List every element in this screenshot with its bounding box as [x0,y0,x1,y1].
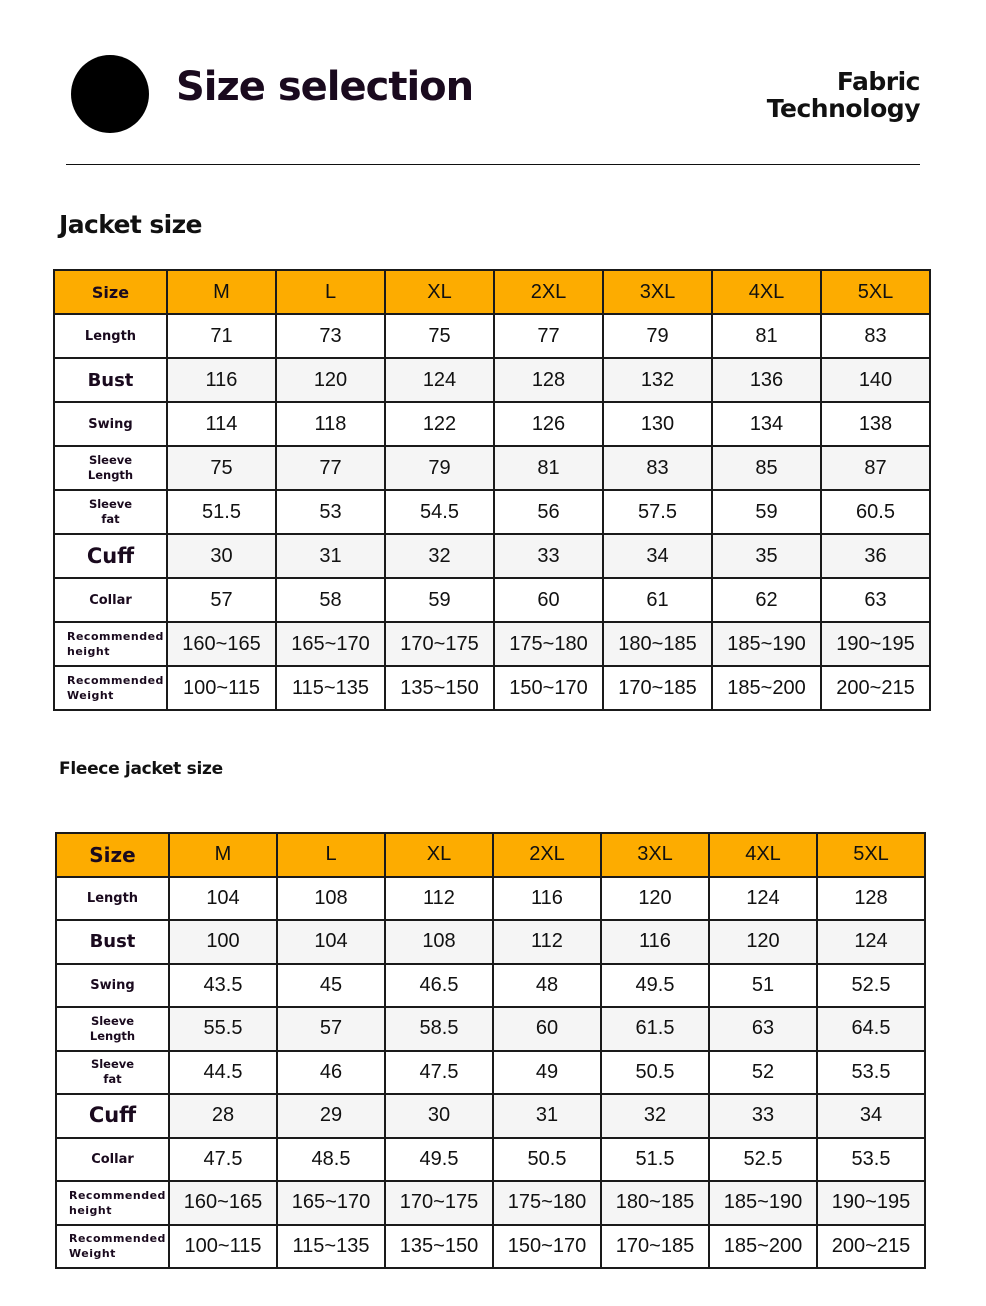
table-row [54,622,930,666]
row-label-line-2: height [69,1203,113,1217]
table-cell: 150~170 [494,666,603,710]
size-column-header: Size [54,270,167,314]
size-header-5xl: 5XL [817,833,925,877]
table-cell: 165~170 [276,622,385,666]
table-row [54,490,930,534]
row-label-line-2: height [67,645,111,658]
table-cell: 185~200 [709,1225,817,1269]
fleece-jacket-size-table [55,832,926,1269]
table-cell: 112 [385,877,493,921]
table-cell: 47.5 [169,1138,277,1182]
table-cell: 48.5 [277,1138,385,1182]
table-row [54,534,930,578]
table-row [56,877,925,921]
table-cell: 56 [494,490,603,534]
table-row [54,666,930,710]
table-cell: 55.5 [169,1007,277,1051]
row-label-line-1: Recommended [67,630,164,643]
table-cell: 53 [276,490,385,534]
table-cell: 185~190 [709,1181,817,1225]
table-cell: 100 [169,920,277,964]
row-label [54,666,167,710]
table-cell: 134 [712,402,821,446]
table-cell: 35 [712,534,821,578]
table-cell: 136 [712,358,821,402]
table-cell: 45 [277,964,385,1008]
row-label: Swing [54,402,167,446]
table-cell: 190~195 [817,1181,925,1225]
row-label [56,1051,169,1095]
table-cell: 57 [167,578,276,622]
size-header-xl: XL [385,270,494,314]
table-cell: 51.5 [601,1138,709,1182]
table-cell: 30 [167,534,276,578]
table-cell: 170~175 [385,622,494,666]
size-header-xl: XL [385,833,493,877]
table-cell: 61.5 [601,1007,709,1051]
row-label-line-1: Sleeve [88,497,133,511]
table-cell: 128 [817,877,925,921]
size-header-4xl: 4XL [709,833,817,877]
table-cell: 44.5 [169,1051,277,1095]
table-cell: 128 [494,358,603,402]
table-cell: 51 [709,964,817,1008]
table-cell: 185~200 [712,666,821,710]
table-cell: 33 [494,534,603,578]
table-cell: 59 [385,578,494,622]
row-label [56,1007,169,1051]
table-cell: 170~185 [601,1225,709,1269]
table-cell: 52.5 [709,1138,817,1182]
row-label-line-2: Weight [69,1247,116,1261]
table-cell: 57.5 [603,490,712,534]
table-cell: 124 [709,877,817,921]
table-cell: 126 [494,402,603,446]
row-label [56,1181,169,1225]
table-cell: 170~185 [603,666,712,710]
table-cell: 160~165 [169,1181,277,1225]
table-cell: 53.5 [817,1138,925,1182]
jacket-size-title: Jacket size [59,210,202,239]
row-label: Swing [56,964,169,1008]
header-divider [66,164,920,165]
table-cell: 52.5 [817,964,925,1008]
table-cell: 60 [493,1007,601,1051]
table-cell: 75 [167,446,276,490]
table-cell: 34 [603,534,712,578]
size-header-2xl: 2XL [493,833,601,877]
page-title: Size selection [176,64,474,110]
brand-label [767,68,920,122]
table-cell: 54.5 [385,490,494,534]
table-cell: 36 [821,534,930,578]
row-label: Collar [54,578,167,622]
table-cell: 135~150 [385,1225,493,1269]
table-cell: 160~165 [167,622,276,666]
table-cell: 31 [276,534,385,578]
table-cell: 53.5 [817,1051,925,1095]
table-cell: 122 [385,402,494,446]
row-label [54,490,167,534]
table-cell: 57 [277,1007,385,1051]
table-row [54,402,930,446]
table-cell: 50.5 [601,1051,709,1095]
header-row [54,270,930,314]
row-label: Bust [54,358,167,402]
row-label [54,622,167,666]
table-cell: 104 [277,920,385,964]
row-label-line-1: Sleeve [88,453,133,467]
table-cell: 34 [817,1094,925,1138]
table-cell: 58.5 [385,1007,493,1051]
row-label: Cuff [54,534,167,578]
size-header-m: M [169,833,277,877]
table-cell: 79 [385,446,494,490]
table-cell: 49 [493,1051,601,1095]
table-cell: 79 [603,314,712,358]
table-cell: 130 [603,402,712,446]
table-cell: 77 [494,314,603,358]
table-cell: 49.5 [385,1138,493,1182]
table-cell: 170~175 [385,1181,493,1225]
table-row [56,1051,925,1095]
table-cell: 50.5 [493,1138,601,1182]
size-header-3xl: 3XL [601,833,709,877]
table-cell: 180~185 [603,622,712,666]
table-cell: 33 [709,1094,817,1138]
size-header-2xl: 2XL [494,270,603,314]
table-cell: 63 [709,1007,817,1051]
table-cell: 49.5 [601,964,709,1008]
table-cell: 31 [493,1094,601,1138]
table-cell: 81 [712,314,821,358]
table-cell: 108 [385,920,493,964]
row-label-line-2: fat [101,512,120,526]
row-label-line-1: Sleeve [90,1057,135,1072]
table-cell: 58 [276,578,385,622]
table-cell: 46 [277,1051,385,1095]
table-cell: 47.5 [385,1051,493,1095]
table-cell: 60 [494,578,603,622]
table-row [54,446,930,490]
size-header-4xl: 4XL [712,270,821,314]
table-row [56,1138,925,1182]
table-cell: 165~170 [277,1181,385,1225]
row-label-line-1: Recommended [69,1232,166,1246]
table-cell: 116 [167,358,276,402]
table-cell: 115~135 [276,666,385,710]
table-cell: 48 [493,964,601,1008]
table-cell: 63 [821,578,930,622]
row-label: Collar [56,1138,169,1182]
table-cell: 61 [603,578,712,622]
table-row [54,314,930,358]
table-cell: 64.5 [817,1007,925,1051]
row-label [54,446,167,490]
table-row [54,578,930,622]
size-header-l: L [277,833,385,877]
table-cell: 120 [601,877,709,921]
brand-line-1: Fabric [836,67,920,96]
table-cell: 32 [385,534,494,578]
table-cell: 46.5 [385,964,493,1008]
table-row [56,964,925,1008]
table-cell: 77 [276,446,385,490]
row-label [56,1225,169,1269]
table-cell: 75 [385,314,494,358]
bullet-circle-icon [71,55,149,133]
table-cell: 124 [817,920,925,964]
row-label-line-2: Length [89,1028,136,1043]
table-cell: 73 [276,314,385,358]
table-cell: 29 [277,1094,385,1138]
table-cell: 52 [709,1051,817,1095]
table-cell: 180~185 [601,1181,709,1225]
table-cell: 200~215 [821,666,930,710]
table-row [56,1007,925,1051]
table-cell: 100~115 [167,666,276,710]
table-cell: 114 [167,402,276,446]
brand-line-2: Technology [766,94,920,123]
table-cell: 100~115 [169,1225,277,1269]
table-row [56,1094,925,1138]
table-cell: 81 [494,446,603,490]
table-cell: 120 [709,920,817,964]
table-cell: 116 [493,877,601,921]
row-label-line-2: Length [87,468,134,482]
table-cell: 32 [601,1094,709,1138]
size-header-l: L [276,270,385,314]
table-cell: 62 [712,578,821,622]
table-cell: 83 [603,446,712,490]
row-label-line-2: fat [103,1072,122,1087]
fleece-jacket-size-title: Fleece jacket size [59,759,223,779]
table-cell: 116 [601,920,709,964]
header-row [56,833,925,877]
table-cell: 112 [493,920,601,964]
table-cell: 87 [821,446,930,490]
table-cell: 200~215 [817,1225,925,1269]
size-header-5xl: 5XL [821,270,930,314]
table-cell: 115~135 [277,1225,385,1269]
table-cell: 108 [277,877,385,921]
row-label: Length [56,877,169,921]
row-label: Cuff [56,1094,169,1138]
table-cell: 120 [276,358,385,402]
table-row [56,1181,925,1225]
row-label-line-1: Recommended [67,674,164,687]
table-cell: 59 [712,490,821,534]
row-label-line-2: Weight [67,689,114,702]
table-cell: 175~180 [493,1181,601,1225]
table-cell: 83 [821,314,930,358]
table-cell: 85 [712,446,821,490]
table-cell: 60.5 [821,490,930,534]
table-cell: 43.5 [169,964,277,1008]
table-cell: 118 [276,402,385,446]
table-cell: 71 [167,314,276,358]
size-header-m: M [167,270,276,314]
jacket-size-table [53,269,931,711]
table-cell: 28 [169,1094,277,1138]
table-cell: 30 [385,1094,493,1138]
row-label: Length [54,314,167,358]
table-cell: 140 [821,358,930,402]
table-cell: 104 [169,877,277,921]
table-row [56,1225,925,1269]
table-cell: 175~180 [494,622,603,666]
row-label-line-1: Sleeve [90,1013,135,1028]
row-label: Bust [56,920,169,964]
table-cell: 185~190 [712,622,821,666]
table-row [54,358,930,402]
row-label-line-1: Recommended [69,1188,166,1202]
table-cell: 124 [385,358,494,402]
size-column-header: Size [56,833,169,877]
table-cell: 150~170 [493,1225,601,1269]
table-row [56,920,925,964]
size-header-3xl: 3XL [603,270,712,314]
table-cell: 132 [603,358,712,402]
table-cell: 138 [821,402,930,446]
table-cell: 51.5 [167,490,276,534]
table-cell: 135~150 [385,666,494,710]
table-cell: 190~195 [821,622,930,666]
